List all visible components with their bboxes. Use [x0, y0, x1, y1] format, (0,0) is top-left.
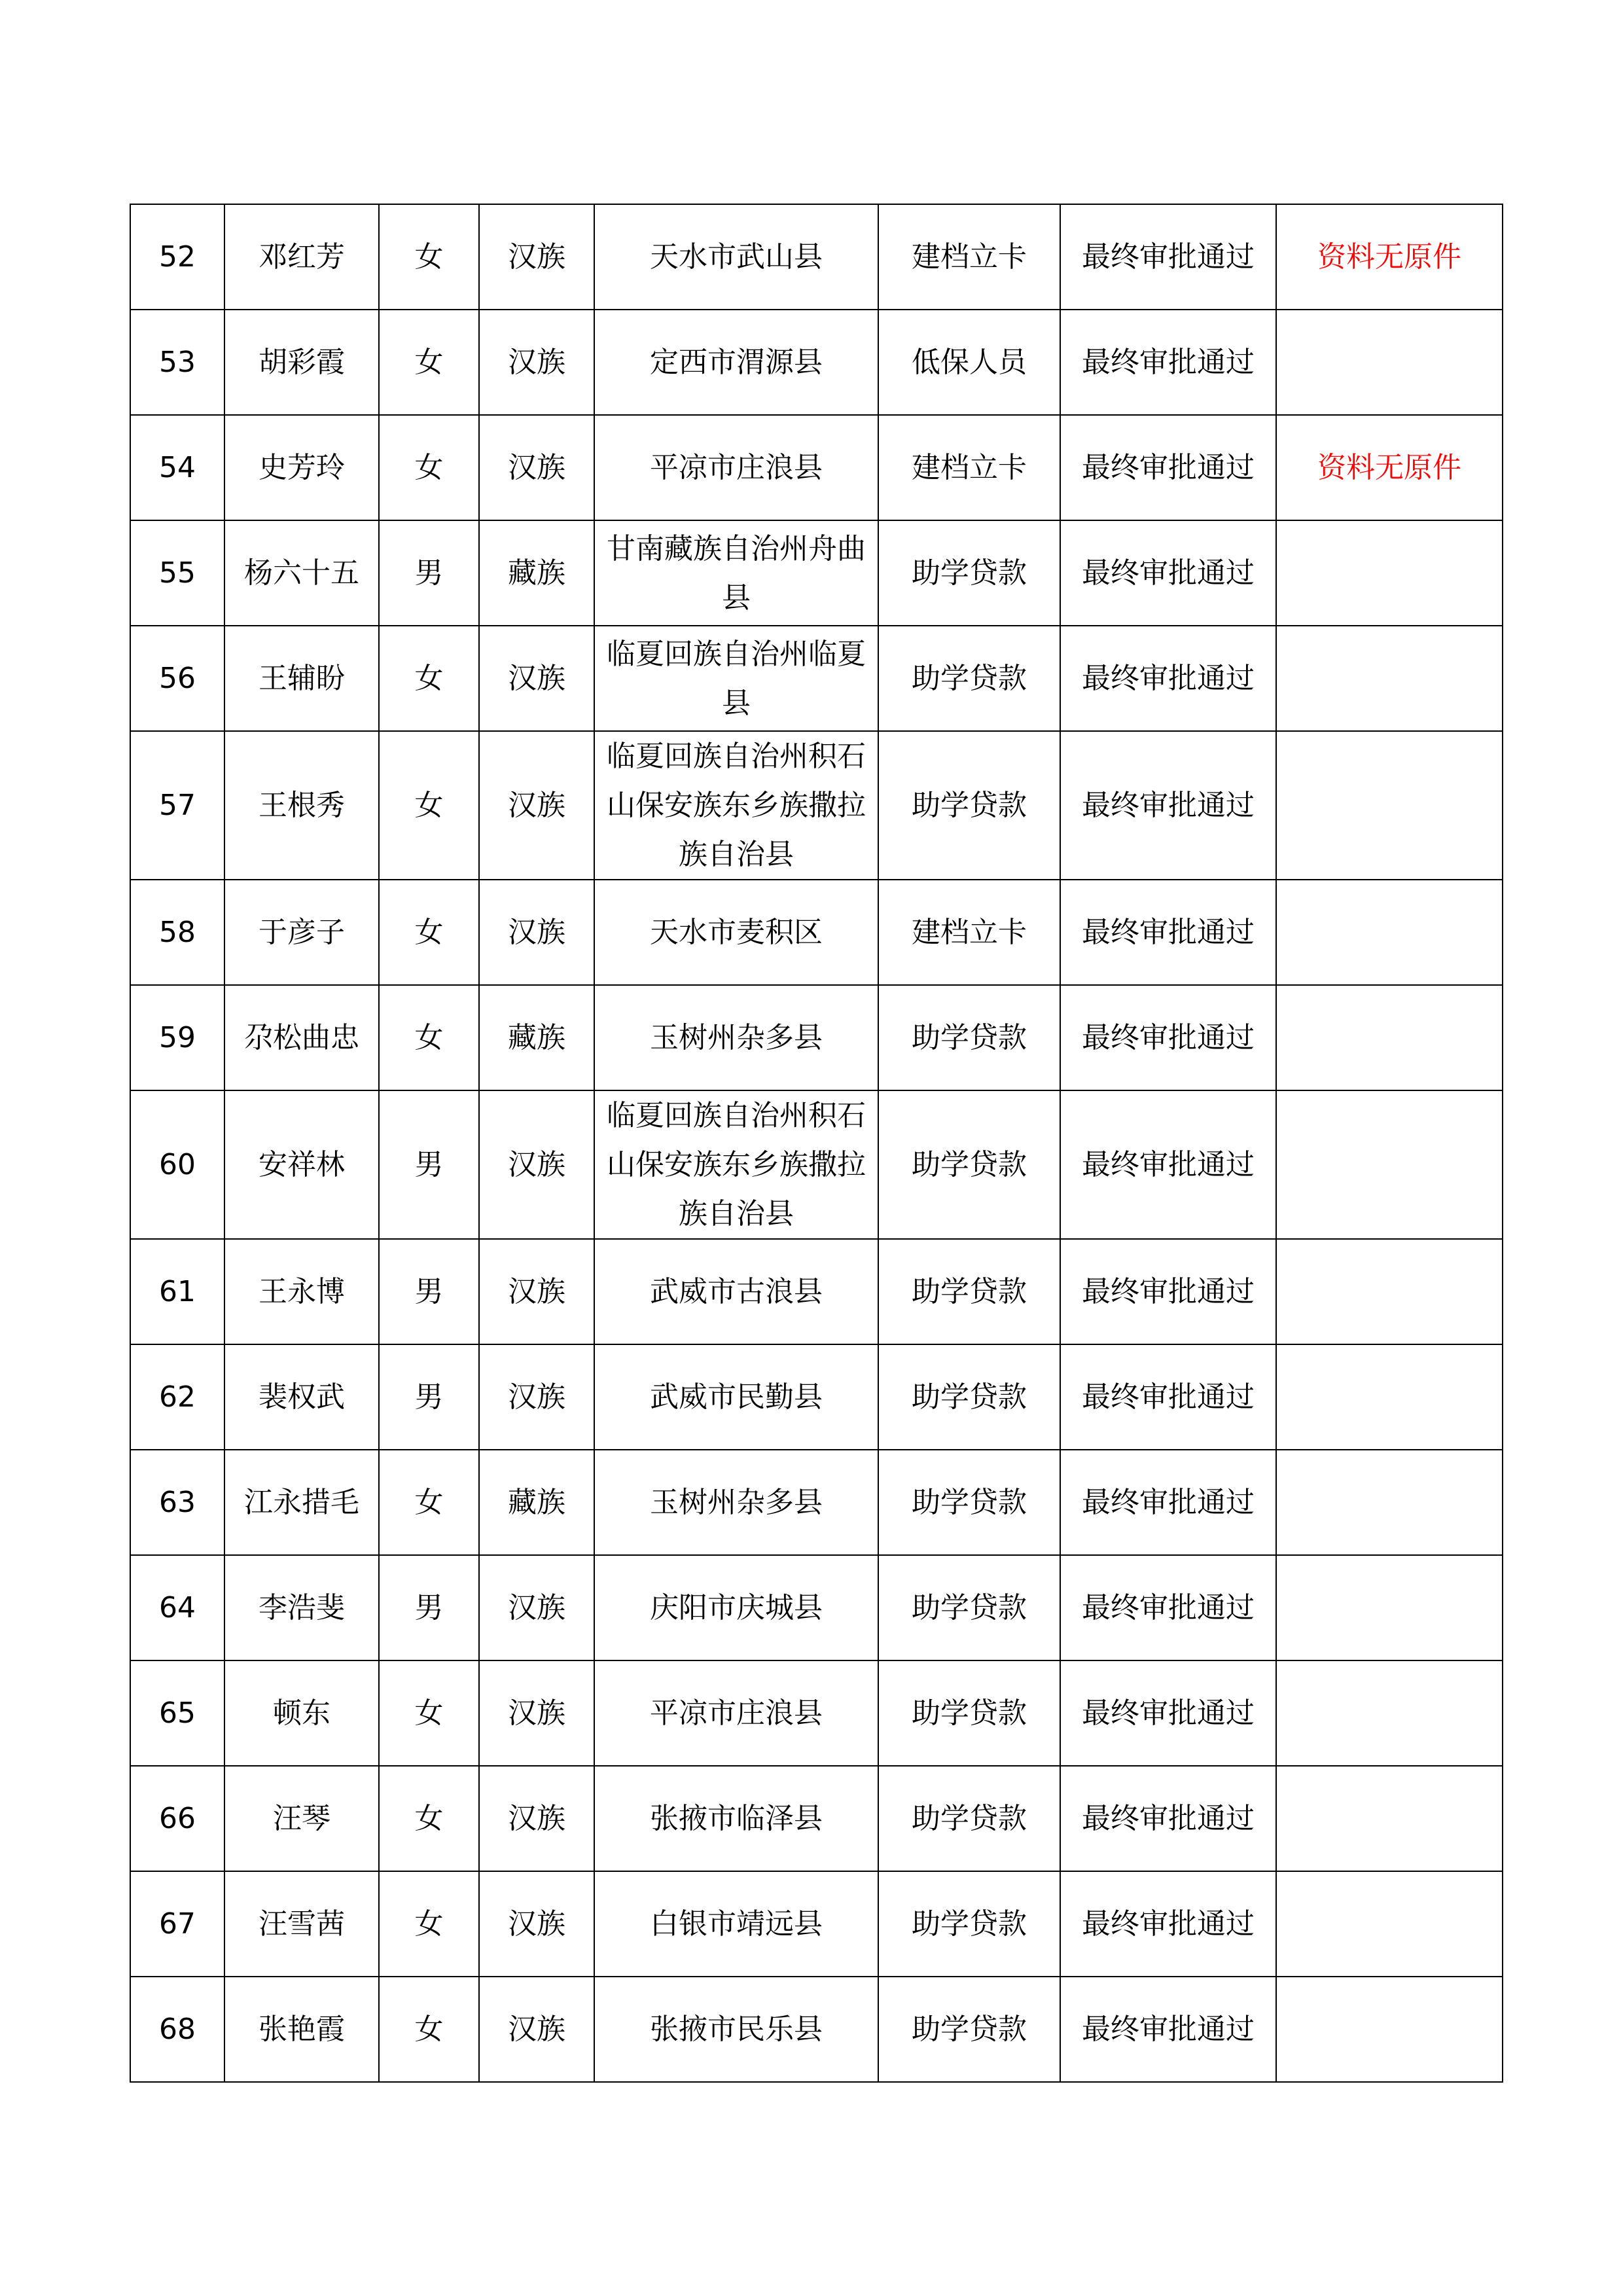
cell-no: 58 — [130, 880, 224, 985]
table-row — [130, 626, 1503, 731]
cell-name: 于彦子 — [224, 880, 379, 985]
cell-category: 助学贷款 — [878, 1344, 1060, 1450]
cell-status: 最终审批通过 — [1060, 1555, 1276, 1660]
table-row — [130, 1871, 1503, 1977]
cell-note — [1276, 626, 1503, 731]
cell-note — [1276, 880, 1503, 985]
cell-name: 裴权武 — [224, 1344, 379, 1450]
cell-status: 最终审批通过 — [1060, 204, 1276, 310]
student-roster-table — [130, 204, 1503, 2083]
cell-gender: 女 — [379, 1766, 479, 1871]
cell-category: 助学贷款 — [878, 1871, 1060, 1977]
cell-status: 最终审批通过 — [1060, 520, 1276, 626]
cell-ethnicity: 汉族 — [479, 1977, 594, 2082]
cell-no: 61 — [130, 1239, 224, 1344]
cell-note — [1276, 1660, 1503, 1766]
cell-no: 67 — [130, 1871, 224, 1977]
table-row — [130, 1239, 1503, 1344]
cell-region: 甘南藏族自治州舟曲县 — [594, 520, 878, 626]
cell-no: 52 — [130, 204, 224, 310]
cell-ethnicity: 藏族 — [479, 520, 594, 626]
cell-note — [1276, 1239, 1503, 1344]
cell-no: 55 — [130, 520, 224, 626]
table-row — [130, 520, 1503, 626]
cell-note — [1276, 310, 1503, 415]
cell-category: 助学贷款 — [878, 1239, 1060, 1344]
cell-gender: 男 — [379, 1555, 479, 1660]
cell-status: 最终审批通过 — [1060, 1239, 1276, 1344]
cell-gender: 女 — [379, 626, 479, 731]
cell-region: 平凉市庄浪县 — [594, 1660, 878, 1766]
cell-status: 最终审批通过 — [1060, 1090, 1276, 1239]
cell-name: 安祥林 — [224, 1090, 379, 1239]
cell-gender: 男 — [379, 520, 479, 626]
cell-category: 建档立卡 — [878, 415, 1060, 520]
cell-gender: 女 — [379, 731, 479, 880]
cell-category: 建档立卡 — [878, 880, 1060, 985]
cell-no: 60 — [130, 1090, 224, 1239]
cell-status: 最终审批通过 — [1060, 1450, 1276, 1555]
cell-ethnicity: 汉族 — [479, 1555, 594, 1660]
cell-no: 68 — [130, 1977, 224, 2082]
cell-region: 张掖市临泽县 — [594, 1766, 878, 1871]
cell-region: 武威市民勤县 — [594, 1344, 878, 1450]
cell-note — [1276, 1555, 1503, 1660]
cell-category: 助学贷款 — [878, 1660, 1060, 1766]
cell-category: 助学贷款 — [878, 520, 1060, 626]
cell-no: 53 — [130, 310, 224, 415]
cell-category: 建档立卡 — [878, 204, 1060, 310]
cell-name: 李浩斐 — [224, 1555, 379, 1660]
cell-no: 56 — [130, 626, 224, 731]
cell-ethnicity: 汉族 — [479, 1871, 594, 1977]
cell-gender: 女 — [379, 415, 479, 520]
roster-body — [130, 204, 1503, 2082]
cell-region: 玉树州杂多县 — [594, 985, 878, 1090]
cell-ethnicity: 汉族 — [479, 415, 594, 520]
table-row — [130, 310, 1503, 415]
table-row — [130, 1555, 1503, 1660]
cell-region: 白银市靖远县 — [594, 1871, 878, 1977]
cell-note — [1276, 985, 1503, 1090]
cell-ethnicity: 汉族 — [479, 204, 594, 310]
cell-note — [1276, 1344, 1503, 1450]
cell-ethnicity: 藏族 — [479, 1450, 594, 1555]
cell-note: 资料无原件 — [1276, 415, 1503, 520]
cell-category: 低保人员 — [878, 310, 1060, 415]
cell-no: 66 — [130, 1766, 224, 1871]
cell-gender: 女 — [379, 310, 479, 415]
cell-category: 助学贷款 — [878, 985, 1060, 1090]
cell-name: 王辅盼 — [224, 626, 379, 731]
cell-status: 最终审批通过 — [1060, 731, 1276, 880]
table-row — [130, 1660, 1503, 1766]
cell-region: 平凉市庄浪县 — [594, 415, 878, 520]
table-row — [130, 204, 1503, 310]
cell-ethnicity: 汉族 — [479, 1660, 594, 1766]
cell-region: 临夏回族自治州积石山保安族东乡族撒拉族自治县 — [594, 731, 878, 880]
cell-gender: 女 — [379, 1450, 479, 1555]
cell-category: 助学贷款 — [878, 1450, 1060, 1555]
table-row — [130, 1344, 1503, 1450]
table-row — [130, 1450, 1503, 1555]
cell-ethnicity: 汉族 — [479, 1344, 594, 1450]
table-row — [130, 1090, 1503, 1239]
cell-region: 临夏回族自治州积石山保安族东乡族撒拉族自治县 — [594, 1090, 878, 1239]
cell-category: 助学贷款 — [878, 1766, 1060, 1871]
cell-no: 57 — [130, 731, 224, 880]
cell-category: 助学贷款 — [878, 1555, 1060, 1660]
table-row — [130, 1977, 1503, 2082]
cell-note — [1276, 1450, 1503, 1555]
cell-status: 最终审批通过 — [1060, 310, 1276, 415]
cell-gender: 男 — [379, 1090, 479, 1239]
cell-name: 顿东 — [224, 1660, 379, 1766]
cell-no: 59 — [130, 985, 224, 1090]
cell-ethnicity: 汉族 — [479, 626, 594, 731]
cell-region: 庆阳市庆城县 — [594, 1555, 878, 1660]
cell-name: 张艳霞 — [224, 1977, 379, 2082]
cell-gender: 女 — [379, 1977, 479, 2082]
cell-gender: 女 — [379, 204, 479, 310]
cell-gender: 女 — [379, 1660, 479, 1766]
cell-note — [1276, 520, 1503, 626]
cell-name: 史芳玲 — [224, 415, 379, 520]
cell-no: 62 — [130, 1344, 224, 1450]
cell-note — [1276, 1871, 1503, 1977]
cell-status: 最终审批通过 — [1060, 985, 1276, 1090]
cell-name: 胡彩霞 — [224, 310, 379, 415]
cell-note — [1276, 731, 1503, 880]
cell-region: 定西市渭源县 — [594, 310, 878, 415]
cell-no: 63 — [130, 1450, 224, 1555]
cell-note — [1276, 1977, 1503, 2082]
cell-region: 天水市麦积区 — [594, 880, 878, 985]
cell-region: 临夏回族自治州临夏县 — [594, 626, 878, 731]
cell-note: 资料无原件 — [1276, 204, 1503, 310]
cell-status: 最终审批通过 — [1060, 880, 1276, 985]
table-row — [130, 1766, 1503, 1871]
cell-note — [1276, 1090, 1503, 1239]
table-row — [130, 415, 1503, 520]
cell-no: 64 — [130, 1555, 224, 1660]
cell-note — [1276, 1766, 1503, 1871]
cell-status: 最终审批通过 — [1060, 1660, 1276, 1766]
cell-name: 杨六十五 — [224, 520, 379, 626]
cell-status: 最终审批通过 — [1060, 1871, 1276, 1977]
cell-ethnicity: 汉族 — [479, 880, 594, 985]
cell-gender: 男 — [379, 1239, 479, 1344]
cell-gender: 女 — [379, 880, 479, 985]
cell-name: 王根秀 — [224, 731, 379, 880]
cell-region: 张掖市民乐县 — [594, 1977, 878, 2082]
cell-name: 邓红芳 — [224, 204, 379, 310]
cell-status: 最终审批通过 — [1060, 1344, 1276, 1450]
cell-ethnicity: 汉族 — [479, 1090, 594, 1239]
cell-region: 天水市武山县 — [594, 204, 878, 310]
table-row — [130, 731, 1503, 880]
cell-status: 最终审批通过 — [1060, 415, 1276, 520]
cell-category: 助学贷款 — [878, 1977, 1060, 2082]
cell-gender: 女 — [379, 1871, 479, 1977]
cell-status: 最终审批通过 — [1060, 626, 1276, 731]
cell-name: 尕松曲忠 — [224, 985, 379, 1090]
cell-status: 最终审批通过 — [1060, 1766, 1276, 1871]
cell-ethnicity: 汉族 — [479, 731, 594, 880]
cell-name: 江永措毛 — [224, 1450, 379, 1555]
cell-name: 王永博 — [224, 1239, 379, 1344]
cell-category: 助学贷款 — [878, 1090, 1060, 1239]
cell-gender: 女 — [379, 985, 479, 1090]
cell-region: 玉树州杂多县 — [594, 1450, 878, 1555]
table-row — [130, 985, 1503, 1090]
cell-name: 汪雪茜 — [224, 1871, 379, 1977]
cell-region: 武威市古浪县 — [594, 1239, 878, 1344]
cell-ethnicity: 汉族 — [479, 1239, 594, 1344]
cell-category: 助学贷款 — [878, 731, 1060, 880]
cell-category: 助学贷款 — [878, 626, 1060, 731]
cell-no: 54 — [130, 415, 224, 520]
table-row — [130, 880, 1503, 985]
cell-ethnicity: 汉族 — [479, 310, 594, 415]
cell-ethnicity: 藏族 — [479, 985, 594, 1090]
cell-gender: 男 — [379, 1344, 479, 1450]
cell-no: 65 — [130, 1660, 224, 1766]
cell-name: 汪琴 — [224, 1766, 379, 1871]
cell-status: 最终审批通过 — [1060, 1977, 1276, 2082]
cell-ethnicity: 汉族 — [479, 1766, 594, 1871]
